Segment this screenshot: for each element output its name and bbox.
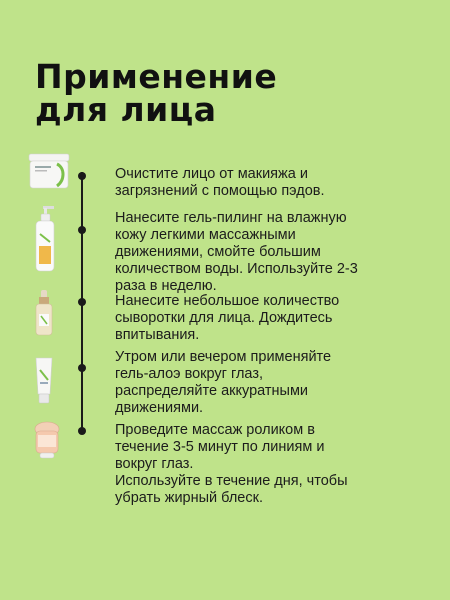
step-text-4: Утром или вечером применяйте гель-алоэ вокруг глаз, распределяйте аккуратными движениями. xyxy=(115,349,332,416)
page-title xyxy=(35,57,278,129)
step-text-5: Проведите массаж роликом в течение 3-5 минут по линиям и вокруг глаз. Используйте в течение дня, чтобы убрать жирный блеск. xyxy=(115,422,348,506)
title-line-2: для лица xyxy=(35,90,217,129)
title-line-1: Применение xyxy=(35,57,278,96)
timeline-dot xyxy=(78,364,86,372)
step-text-3: Нанесите небольшое количество сыворотки для лица. Дождитесь впитывания. xyxy=(115,293,340,343)
serum-dropper-icon xyxy=(33,290,55,340)
pump-bottle-icon xyxy=(32,206,58,276)
timeline-dot xyxy=(78,172,86,180)
step-text-1: Очистите лицо от макияжа и загрязнений с помощью пэдов. xyxy=(115,166,325,199)
pads-jar-icon xyxy=(27,152,71,194)
timeline-dot xyxy=(78,427,86,435)
aloe-tube-icon xyxy=(35,356,53,408)
timeline-dot xyxy=(78,298,86,306)
roller-icon xyxy=(33,421,61,463)
step-text-2: Нанесите гель-пилинг на влажную кожу легкими массажными движениями, смойте большим количеством воды. Используйте 2-3 раза в неделю. xyxy=(115,210,358,294)
timeline-dot xyxy=(78,226,86,234)
